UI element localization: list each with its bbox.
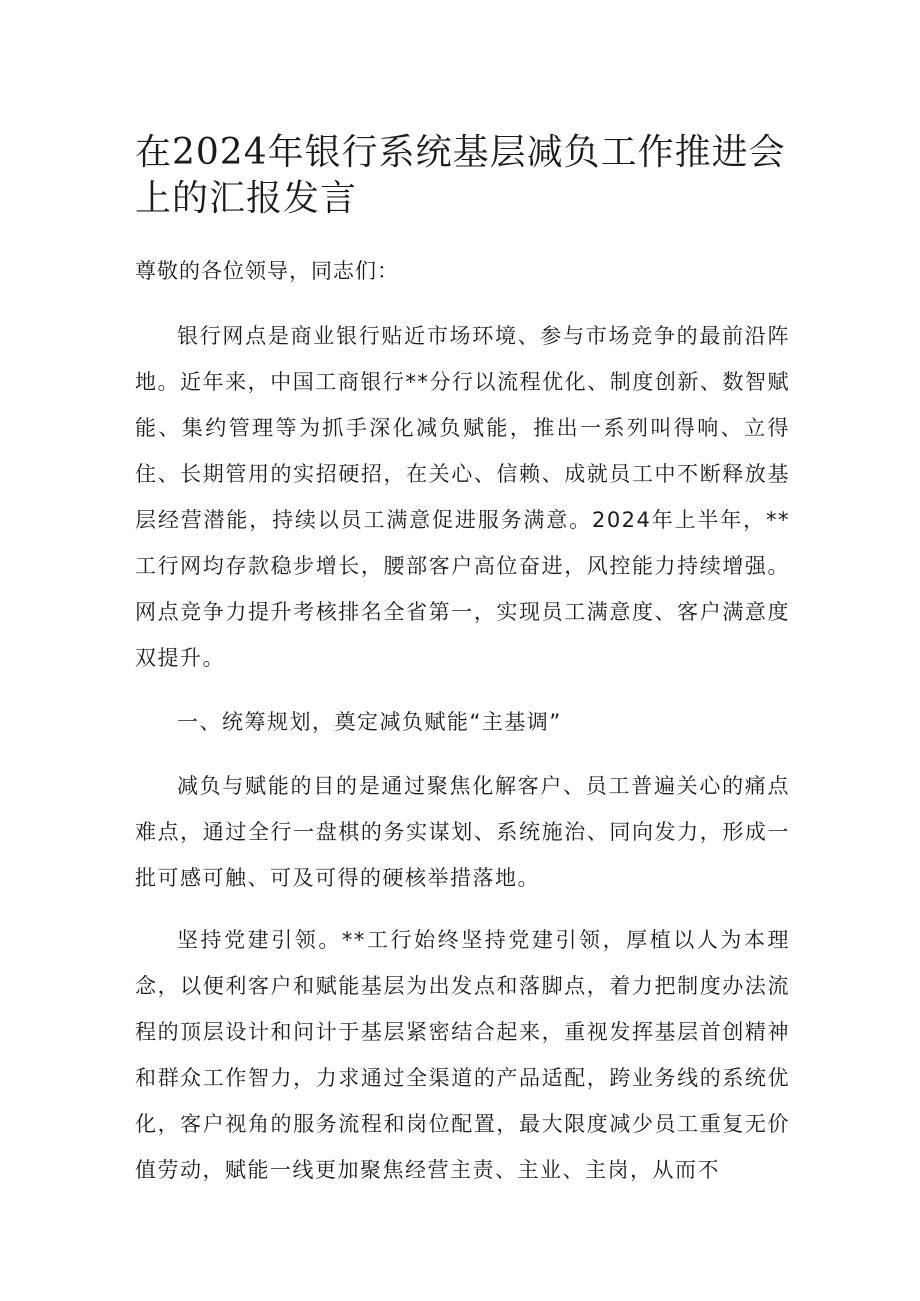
section-heading-1: 一、统筹规划，奠定减负赋能“主基调”	[177, 710, 562, 734]
paragraph-party-leadership: 坚持党建引领。**工行始终坚持党建引领，厚植以人为本理念，以便利客户和赋能基层为出发点和落脚点，着力把制度办法流程的顶层设计和问计于基层紧密结合起来，重视发挥基层首创精神和群众工作智力，力求通过全渠道的产品适配，跨业务线的系统优化，客户视角的服务流程和岗位配置，最大限度减少员工重复无价值劳动，赋能一线更加聚焦经营主责、主业、主岗，从而不	[135, 928, 790, 1182]
paragraph-section-1: 减负与赋能的目的是通过聚焦化解客户、员工普遍关心的痛点难点，通过全行一盘棋的务实谋划、系统施治、同向发力，形成一批可感可触、可及可得的硬核举措落地。	[135, 774, 790, 890]
document-title: 在2024年银行系统基层减负工作推进会上的汇报发言	[135, 132, 786, 219]
paragraph-intro: 银行网点是商业银行贴近市场环境、参与市场竞争的最前沿阵地。近年来，中国工商银行**分行以流程优化、制度创新、数智赋能、集约管理等为抓手深化减负赋能，推出一系列叫得响、立得住、长期管用的实招硬招，在关心、信赖、成就员工中不断释放基层经营潜能，持续以员工满意促进服务满意。2024年上半年，**工行网均存款稳步增长，腰部客户高位奋进，风控能力持续增强。网点竞争力提升考核排名全省第一，实现员工满意度、客户满意度双提升。	[135, 324, 790, 670]
salutation: 尊敬的各位领导，同志们：	[135, 259, 399, 283]
